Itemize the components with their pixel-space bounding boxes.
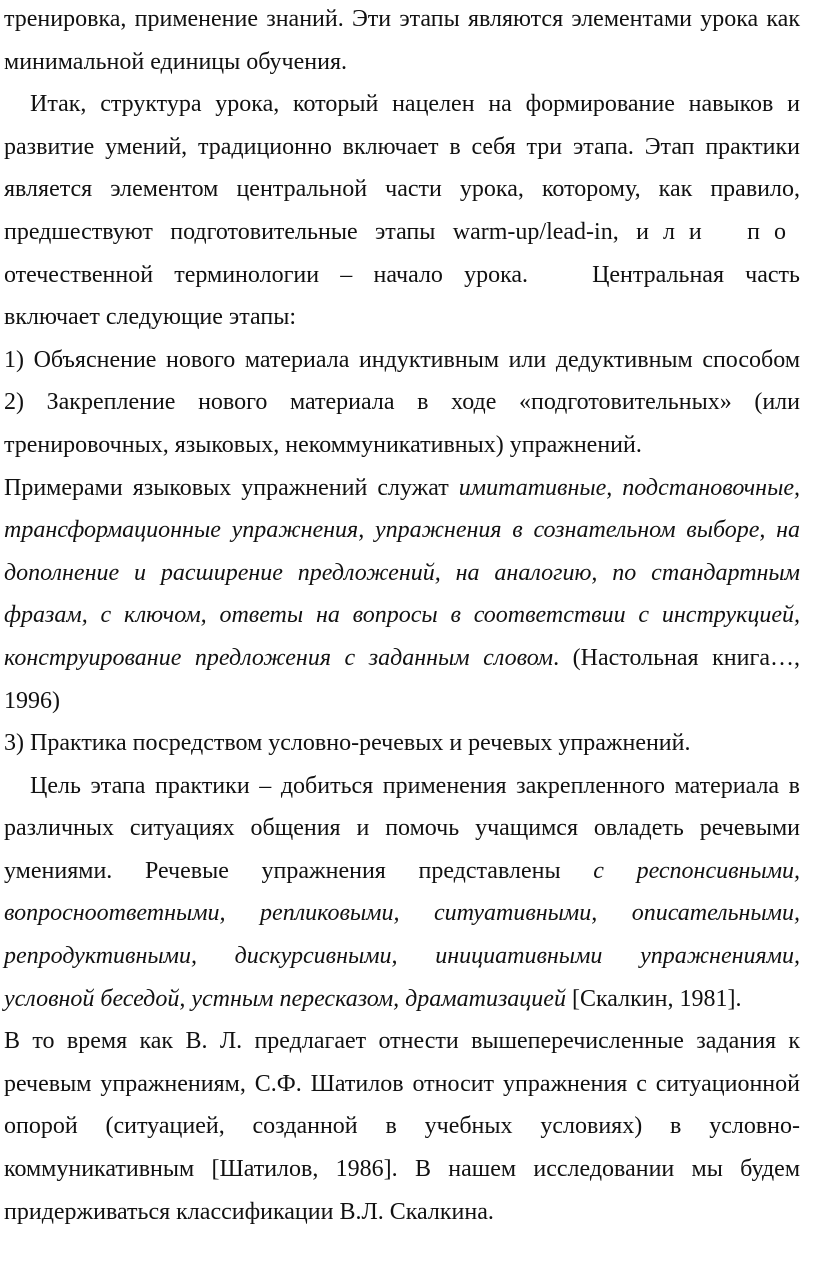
language-exercises-citation: . (Настольная книга…, 1996) (4, 644, 800, 714)
central-part-text: Центральная часть включает следующие этапы: (4, 261, 800, 331)
language-exercises-italic: имитативные, подстановочные, трансформационные упражнения, упражнения в сознательном выборе, на дополнение и расширение предложений, на аналогию, по стандартным фразам, с ключом, ответы на вопросы в соответствии с инструкцией, конструирование предложения с заданным словом (4, 474, 800, 671)
paragraph-lesson-structure (4, 83, 800, 339)
practice-goal-italic: с респонсивными, вопросноответными, репликовыми, ситуативными, описательными, репродуктивными, дискурсивными, инициативными упражнениями, условной беседой, устным пересказом, драматизацией (4, 857, 801, 1012)
lesson-structure-text-end: отечественной терминологии – начало урока. (4, 261, 529, 288)
stage-3-text: 3) Практика посредством условно-речевых и речевых упражнений. (4, 730, 691, 757)
lesson-structure-spaced-text: или по (636, 218, 800, 245)
paragraph-intro-end-text: тренировка, применение знаний. Эти этапы являются элементами урока как минимальной единицы обучения. (4, 6, 800, 75)
paragraph-language-exercises (4, 467, 800, 723)
lesson-structure-text: Итак, структура урока, который нацелен на формирование навыков и развитие умений, традиционно включает в себя три этапа. Этап практики является элементом центральной части урока, которому, как правило, предшествуют подготовительные этапы warm-up/lead-in, (4, 91, 800, 245)
paragraph-stage-3 (4, 722, 800, 765)
paragraph-intro-end (4, 0, 800, 83)
practice-goal-lead: Цель этапа практики – добиться применения закрепленного материала в различных ситуациях общения и помочь учащимся овладеть речевыми умениями. Речевые упражнения представлены (4, 772, 800, 884)
classification-text: В то время как В. Л. предлагает отнести вышеперечисленные задания к речевым упражнениям, С.Ф. Шатилов относит упражнения с ситуационной опорой (ситуацией, созданной в учебных условиях) в условно-коммуникативным [Шатилов, 1986]. В нашем исследовании мы будем придерживаться классификации В.Л. Скалкина. (4, 1028, 800, 1225)
paragraph-classification (4, 1020, 800, 1233)
language-exercises-lead: Примерами языковых упражнений служат (4, 474, 459, 501)
paragraph-stages-1-2 (4, 339, 800, 467)
stages-1-2-text: 1) Объяснение нового материала индуктивным или дедуктивным способом 2) Закрепление нового материала в ходе «подготовительных» (или тренировочных, языковых, некоммуникативных) упражнений. (4, 346, 800, 458)
paragraph-practice-goal (4, 765, 800, 1021)
practice-goal-citation: [Скалкин, 1981]. (565, 985, 742, 1012)
